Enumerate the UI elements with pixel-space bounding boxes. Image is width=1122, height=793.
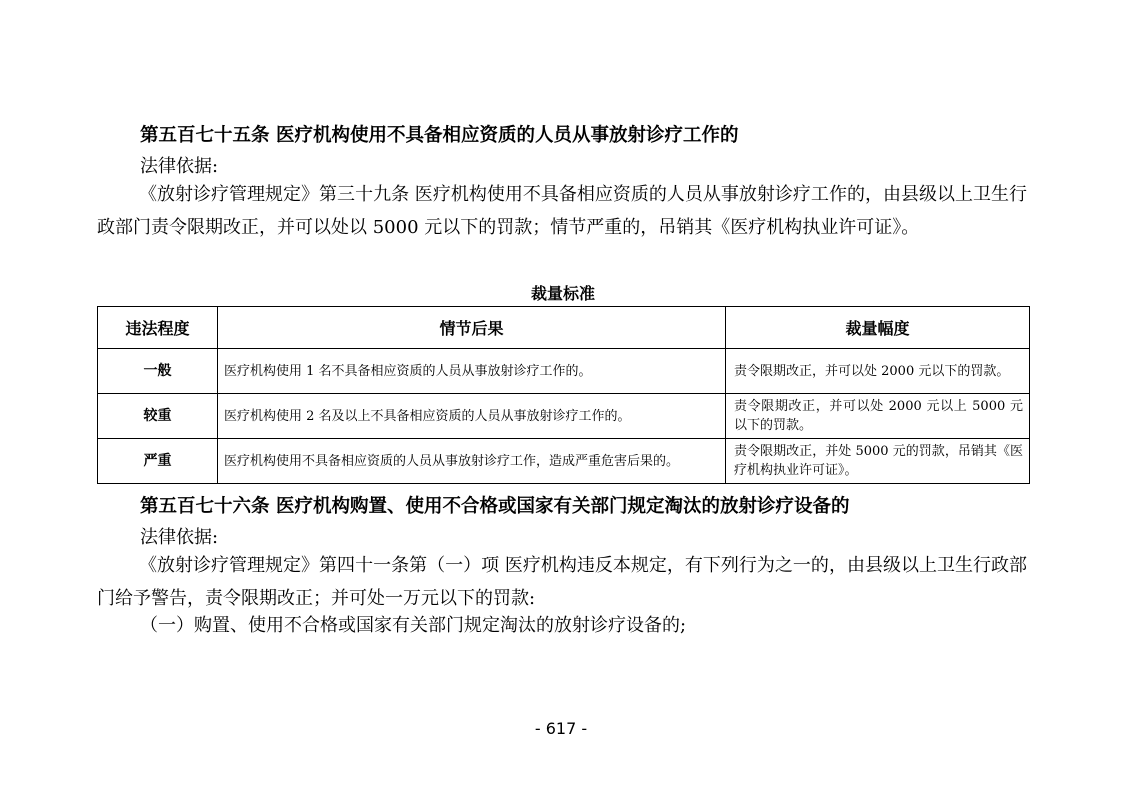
article-575-basis-text: 《放射诊疗管理规定》第三十九条 医疗机构使用不具备相应资质的人员从事放射诊疗工作的，由县级以上卫生行政部门责令限期改正，并可以处以 5000 元以下的罚款；情节严重的，吊销其《医疗机构执业许可证》。: [97, 184, 1027, 238]
header-penalty-range: 裁量幅度: [726, 307, 1030, 349]
penalty-cell: 责令限期改正，并可以处 2000 元以上 5000 元以下的罚款。: [726, 394, 1030, 439]
page-number: - 617 -: [534, 719, 588, 738]
article-576-item-1: （一）购置、使用不合格或国家有关部门规定淘汰的放射诊疗设备的;: [140, 615, 687, 636]
header-circumstances: 情节后果: [218, 307, 726, 349]
header-violation-level: 违法程度: [98, 307, 218, 349]
table-row: [98, 349, 1030, 394]
violation-level-cell: 较重: [98, 394, 218, 439]
penalty-cell: 责令限期改正，并处 5000 元的罚款，吊销其《医疗机构执业许可证》。: [726, 439, 1030, 484]
circumstance-cell: 医疗机构使用不具备相应资质的人员从事放射诊疗工作，造成严重危害后果的。: [218, 439, 726, 484]
table-caption: 裁量标准: [530, 284, 595, 303]
article-576-basis-text: 《放射诊疗管理规定》第四十一条第（一）项 医疗机构违反本规定，有下列行为之一的，由县级以上卫生行政部门给予警告，责令限期改正；并可处一万元以下的罚款:: [97, 555, 1027, 609]
table-row: [98, 394, 1030, 439]
violation-level-cell: 严重: [98, 439, 218, 484]
article-575-basis-label: 法律依据:: [140, 156, 219, 177]
circumstance-cell: 医疗机构使用 2 名及以上不具备相应资质的人员从事放射诊疗工作的。: [218, 394, 726, 439]
table-header-row: [98, 307, 1030, 349]
article-575-title: 第五百七十五条 医疗机构使用不具备相应资质的人员从事放射诊疗工作的: [140, 125, 739, 146]
violation-level-cell: 一般: [98, 349, 218, 394]
article-576-title: 第五百七十六条 医疗机构购置、使用不合格或国家有关部门规定淘汰的放射诊疗设备的: [140, 496, 850, 517]
article-576-basis-label: 法律依据:: [140, 527, 219, 548]
penalty-cell: 责令限期改正，并可以处 2000 元以下的罚款。: [726, 349, 1030, 394]
discretion-standard-table: [97, 306, 1030, 484]
circumstance-cell: 医疗机构使用 1 名不具备相应资质的人员从事放射诊疗工作的。: [218, 349, 726, 394]
table-row: [98, 439, 1030, 484]
